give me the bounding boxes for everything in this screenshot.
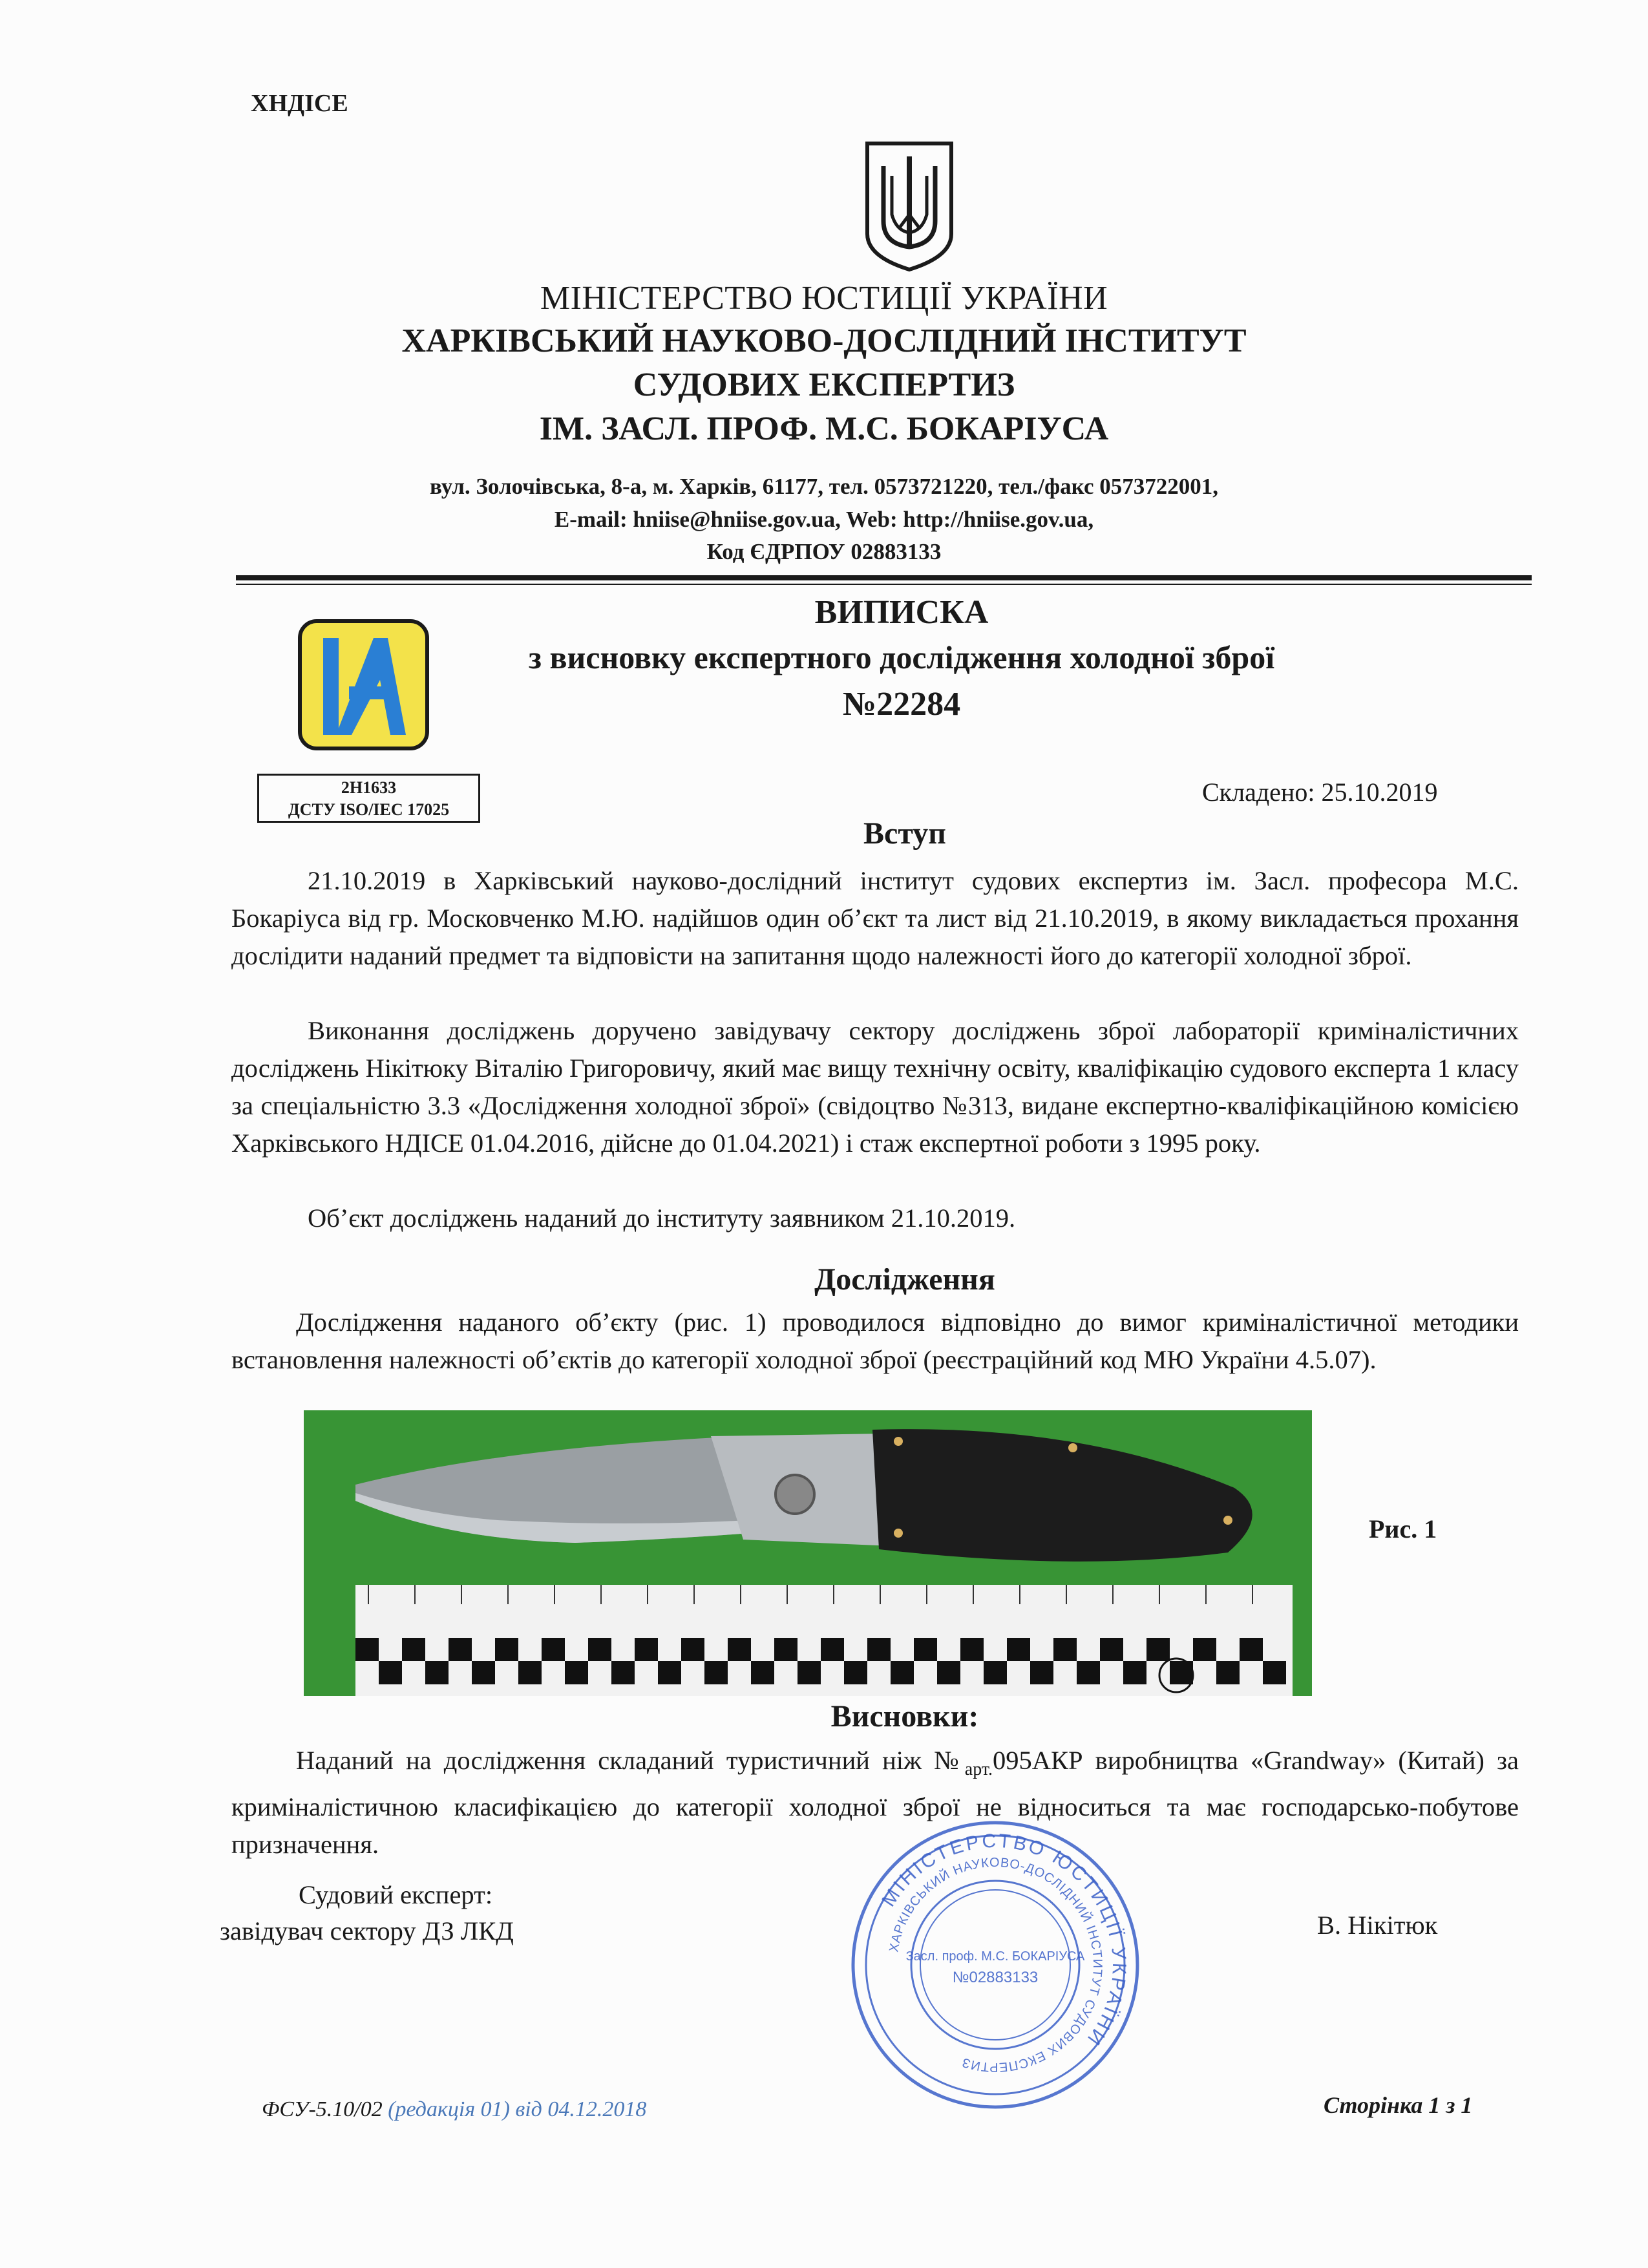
header-divider-thick xyxy=(236,575,1532,580)
intro-heading: Вступ xyxy=(863,816,946,851)
header-divider-thin xyxy=(236,584,1532,585)
footer-revision: (редакція 01) від 04.12.2018 xyxy=(388,2097,647,2121)
stamp-center-text: Засл. проф. М.С. БОКАРІУСА xyxy=(905,1949,1085,1964)
document-number: №22284 xyxy=(842,686,961,723)
conclusions-text-a: Наданий на дослідження складаний туристичний ніж № xyxy=(296,1746,965,1775)
address-line2: E-mail: hniise@hniise.gov.ua, Web: http://hniise.gov.ua, xyxy=(554,507,1094,532)
footer-page-number: Сторінка 1 з 1 xyxy=(1324,2092,1473,2118)
accreditation-code: 2Н1633 xyxy=(341,778,397,797)
coat-of-arms-icon xyxy=(861,137,958,273)
stamp-code-text: №02883133 xyxy=(952,1969,1039,1986)
intro-paragraph-1: 21.10.2019 в Харківський науково-дослідний інститут судових експертиз ім. Засл. професора М.С. Бокаріуса від гр. Московченко М.Ю. надійшов один об’єкт та лист від 21.10.2019, в якому викладається прохання дослідити наданий предмет та відповісти на запитання щодо належності його до категорії холодної зброї. xyxy=(231,866,1519,970)
expert-title: Судовий експерт: xyxy=(299,1880,493,1909)
accreditation-standard: ДСТУ ISO/IEC 17025 xyxy=(288,800,450,819)
expert-position: завідувач сектору ДЗ ЛКД xyxy=(220,1916,514,1945)
figure-caption: Рис. 1 xyxy=(1369,1514,1437,1543)
knife-photo xyxy=(304,1410,1312,1696)
document-subtitle: з висновку експертного дослідження холодної зброї xyxy=(528,639,1275,675)
institute-name-line2: СУДОВИХ ЕКСПЕРТИЗ xyxy=(633,366,1015,403)
conclusions-heading: Висновки: xyxy=(830,1699,979,1733)
ministry-title: МІНІСТЕРСТВО ЮСТИЦІЇ УКРАЇНИ xyxy=(540,280,1108,317)
expert-name: В. Нікітюк xyxy=(1317,1911,1438,1940)
official-stamp-icon xyxy=(843,1813,1147,2117)
stamp-outer-text: МІНІСТЕРСТВО ЮСТИЦІЇ УКРАЇНИ xyxy=(878,1830,1130,2051)
institute-name-line1: ХАРКІВСЬКИЙ НАУКОВО-ДОСЛІДНИЙ ІНСТИТУТ xyxy=(401,323,1247,359)
footer-form-code xyxy=(262,2097,646,2122)
footer-form-id: ФСУ-5.10/02 xyxy=(262,2097,383,2121)
svg-text:ХАРКІВСЬКИЙ НАУКОВО-ДОСЛІДНИЙ xyxy=(887,1856,1104,2074)
org-short-label: ХНДІСЕ xyxy=(251,90,348,117)
conclusions-subscript: арт. xyxy=(964,1759,993,1780)
address-line1: вул. Золочівська, 8-а, м. Харків, 61177, тел. 0573721220, тел./факс 0573722001, xyxy=(429,474,1219,499)
intro-paragraph-3: Об’єкт досліджень наданий до інституту заявником 21.10.2019. xyxy=(308,1203,1016,1233)
conclusions-text-b: 095АКР виробництва «Grandway» (Китай) за криміналістичною класифікацією до категорії холодної зброї не відноситься та має господарсько-побутове призначення. xyxy=(231,1746,1519,1860)
institute-name-line3: ІМ. ЗАСЛ. ПРОФ. М.С. БОКАРІУСА xyxy=(539,410,1109,447)
compiled-date: Складено: 25.10.2019 xyxy=(1202,778,1438,807)
research-paragraph: Дослідження наданого об’єкту (рис. 1) проводилося відповідно до вимог криміналістичної методики встановлення належності об’єктів до категорії холодної зброї (реєстраційний код МЮ України 4.5.07). xyxy=(231,1308,1519,1374)
stamp-inner-text: ХАРКІВСЬКИЙ НАУКОВО-ДОСЛІДНИЙ ІНСТИТУТ СУДОВИХ ЕКСПЕРТИЗ xyxy=(887,1855,1105,2075)
document-title: ВИПИСКА xyxy=(814,594,989,631)
address-line3: Код ЄДРПОУ 02883133 xyxy=(706,539,942,564)
intro-paragraph-2: Виконання досліджень доручено завідувачу сектору досліджень зброї лабораторії криміналістичних досліджень Нікітюку Віталію Григоровичу, який має вищу технічну освіту, кваліфікацію судового експерта 1 класу за спеціальністю 3.3 «Дослідження холодної зброї» (свідоцтво №313, видане експертно-кваліфікаційною комісією Харківського НДІСЕ 01.04.2016, дійсне до 01.04.2021) і стаж експертної роботи з 1995 року. xyxy=(231,1016,1519,1158)
research-heading: Дослідження xyxy=(814,1262,995,1297)
